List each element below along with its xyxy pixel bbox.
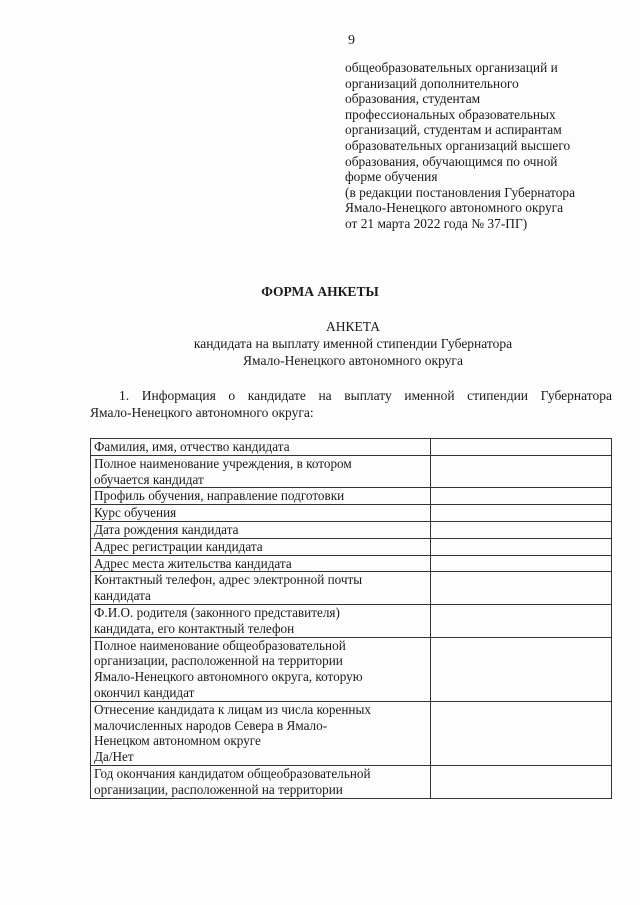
row-label-cell xyxy=(91,572,431,605)
table-row xyxy=(91,637,612,701)
row-label: Полное наименование общеобразовательной организации, расположенной на территории Ямало-Ненецкого автономного округа, которую окончил кандидат xyxy=(94,637,363,700)
title-line: Ямало-Ненецкого автономного округа xyxy=(243,353,463,368)
table-row xyxy=(91,572,612,605)
row-label-cell xyxy=(91,701,431,765)
intro-line: 1. Информация о кандидате на выплату именной стипендии Губернатора xyxy=(119,388,612,403)
row-label-cell xyxy=(91,765,431,798)
row-value-cell[interactable] xyxy=(431,505,612,522)
row-label: Адрес места жительства кандидата xyxy=(94,555,292,571)
table-row xyxy=(91,488,612,505)
row-label-cell xyxy=(91,538,431,555)
candidate-info-table xyxy=(90,438,612,799)
section-intro xyxy=(90,388,612,421)
table-row xyxy=(91,521,612,538)
row-value-cell[interactable] xyxy=(431,637,612,701)
row-value-cell[interactable] xyxy=(431,555,612,572)
title-line: АНКЕТА xyxy=(325,319,381,334)
table-row xyxy=(91,538,612,555)
preamble-line: от 21 марта 2022 года № 37-ПГ) xyxy=(345,215,528,231)
table-row xyxy=(91,555,612,572)
preamble-line: (в редакции постановления Губернатора xyxy=(345,184,576,200)
intro-line: Ямало-Ненецкого автономного округа: xyxy=(90,404,314,420)
preamble-line: общеобразовательных организаций и xyxy=(345,60,558,75)
row-label: Дата рождения кандидата xyxy=(94,521,239,537)
preamble-line: профессиональных образовательных xyxy=(345,106,556,122)
row-value-cell[interactable] xyxy=(431,455,612,488)
row-label: Год окончания кандидатом общеобразовательной организации, расположенной на территории xyxy=(94,765,371,797)
row-value-cell[interactable] xyxy=(431,701,612,765)
row-label: Отнесение кандидата к лицам из числа коренных малочисленных народов Севера в Ямало- Ненецком автономном округе Да/Нет xyxy=(94,701,371,765)
row-label: Ф.И.О. родителя (законного представителя) кандидата, его контактный телефон xyxy=(94,604,340,636)
form-heading: ФОРМА АНКЕТЫ xyxy=(261,284,379,299)
page-number: 9 xyxy=(348,33,355,48)
row-label-cell xyxy=(91,604,431,637)
row-value-cell[interactable] xyxy=(431,488,612,505)
preamble-line: Ямало-Ненецкого автономного округа xyxy=(345,200,564,216)
row-label: Фамилия, имя, отчество кандидата xyxy=(94,439,290,454)
row-label-cell xyxy=(91,555,431,572)
row-value-cell[interactable] xyxy=(431,604,612,637)
row-label: Профиль обучения, направление подготовки xyxy=(94,488,345,504)
row-label: Адрес регистрации кандидата xyxy=(94,538,263,554)
row-label-cell xyxy=(91,505,431,522)
preamble-line: форме обучения xyxy=(345,169,438,185)
preamble-line: организаций, студентам и аспирантам xyxy=(345,122,562,138)
row-label: Полное наименование учреждения, в котором обучается кандидат xyxy=(94,455,352,487)
preamble-line: организаций дополнительного xyxy=(345,75,519,91)
table-row xyxy=(91,765,612,798)
row-label-cell xyxy=(91,439,431,456)
row-value-cell[interactable] xyxy=(431,538,612,555)
table-row xyxy=(91,455,612,488)
preamble-line: образования, обучающимся по очной xyxy=(345,153,558,169)
table-row xyxy=(91,604,612,637)
row-label: Контактный телефон, адрес электронной почты кандидата xyxy=(94,572,363,604)
table-row xyxy=(91,505,612,522)
row-label-cell xyxy=(91,488,431,505)
row-value-cell[interactable] xyxy=(431,765,612,798)
title-line: кандидата на выплату именной стипендии Губернатора xyxy=(193,336,513,351)
table-row xyxy=(91,439,612,456)
row-label: Курс обучения xyxy=(94,505,177,521)
row-label-cell xyxy=(91,637,431,701)
row-label-cell xyxy=(91,521,431,538)
row-value-cell[interactable] xyxy=(431,572,612,605)
row-value-cell[interactable] xyxy=(431,521,612,538)
preamble-line: образовательных организаций высшего xyxy=(345,137,571,153)
preamble-line: образования, студентам xyxy=(345,91,481,107)
row-label-cell xyxy=(91,455,431,488)
table-row xyxy=(91,701,612,765)
questionnaire-title xyxy=(0,318,640,369)
preamble-block xyxy=(345,60,635,232)
row-value-cell[interactable] xyxy=(431,439,612,456)
